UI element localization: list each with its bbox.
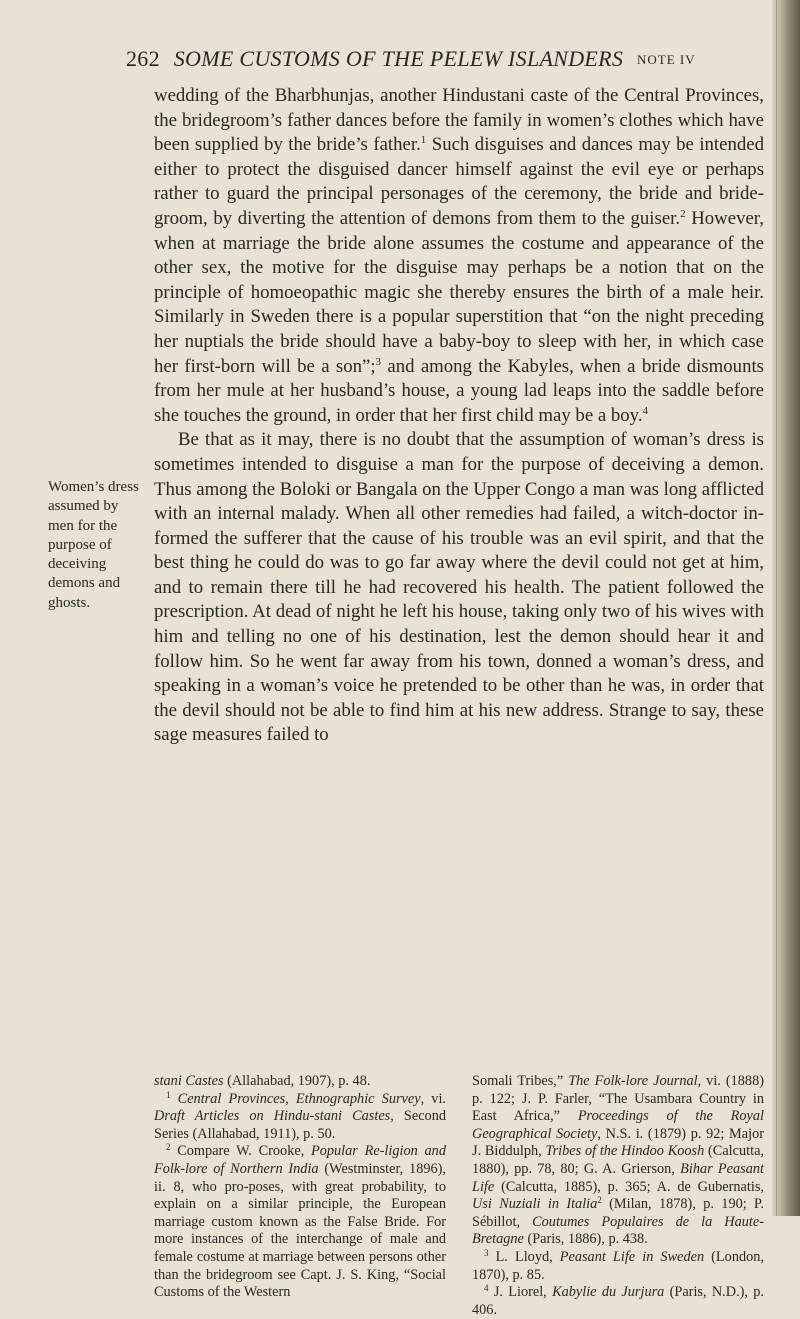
footnote-3 [472,1249,764,1284]
footnote-ref-1: 1 [420,134,427,147]
fn3-text: L. Lloyd, [495,1248,560,1265]
fn-r-text-c: , vi. (1888) p. 122; J. P. Farler, “The Usambara Country in East Africa,” [472,1073,764,1125]
running-title: SOME CUSTOMS OF THE PELEW ISLANDERS [173,46,624,71]
fn-cont-text: (Allahabad, 1907), p. 48. [223,1073,371,1089]
fn1-title: Central Provinces, Ethnographic Survey [177,1090,421,1107]
footnote-2 [154,1143,446,1301]
fn-r-text-i: (Calcutta, 1885), p. 365; A. de Gubernatis, [494,1178,764,1195]
footnote-1 [154,1091,446,1144]
fn4-text: J. Liorel, [493,1284,553,1301]
footnote-4-marker: 4 [484,1283,489,1294]
fn1-text-2: , Second Series (Allahabad, 1911), p. 50. [154,1108,446,1142]
fn2-text: Compare W. Crooke, [177,1143,311,1160]
note-label: NOTE IV [637,52,696,67]
footnote-column-right [472,1073,764,1319]
fn-r-title-f: Tribes of the Hindoo Koosh [545,1143,705,1160]
fn4-title: Kabylie du Jurjura [552,1284,665,1301]
fn1-title-2: Draft Articles on Hindu-stani Castes [154,1108,391,1125]
fn-r-title-h: Bihar Peasant Life [472,1160,764,1195]
fn2-title: Popular Re-ligion and Folk-lore of Northern India [154,1143,446,1177]
page-number: 262 [126,46,160,71]
footnote-4 [472,1284,764,1319]
footnote-ref-4: 4 [642,404,649,417]
paragraph-1 [154,84,764,428]
fn-r-text-a: Somali Tribes,” [472,1073,569,1089]
paragraph-1-text-3: However, when at marriage the bride alone assumes the costume and appearance of the other sex, the motive for the disguise may perhaps be a notion that on the principle of homoeopathic magic she thereby ensures the birth of a male heir. Similarly in Sweden there is a popular superstition that “on the night preceding her nuptials the bride should have a baby-boy to sleep with her, in which case her first-born will be a son”; [154,207,764,377]
fn-r-title-d: Proceedings of the Royal Geographical Society [472,1108,765,1142]
fn2-text-2: (Westminster, 1896), ii. 8, who pro-poses, with great probability, to explain on a similar principle, the European marriage custom known as the False Bride. For more instances of the interchange of male and female costume at marriage between persons other than the bridegroom see Capt. J. S. King, “Social Customs of the Western [154,1160,446,1301]
margin-note: Women’s dress assumed by men for the purpose of deceiving demons and ghosts. [48,479,139,611]
fn-r-edition-marker: 2 [597,1195,602,1206]
fn-r-text-e: , N.S. i. (1879) p. 92; Major J. Biddulph, [472,1125,764,1160]
fn-r-title-b: The Folk-lore Journal [568,1073,698,1089]
fn-r-title-j: Usi Nuziali in Italia [472,1196,598,1213]
fn-r-text-n: (Paris, 1886), p. 438. [523,1231,648,1248]
footnotes [154,1073,764,1319]
fn-r-text-l: (Milan, 1878), p. 190; P. Sébillot, [472,1196,764,1230]
footnote-column-left [154,1073,446,1319]
footnote-1-marker: 1 [166,1089,171,1100]
fn3-title: Peasant Life in Sweden [559,1248,705,1265]
paragraph-1-text-4: and among the Kabyles, when a bride dismounts from her mule at her husband’s house, a young lad leaps into the saddle before she touches the ground, in order that her first child may be a boy. [154,355,764,426]
paragraph-2: Be that as it may, there is no doubt that the assumption of woman’s dress is sometimes intended to disguise a man for the purpose of deceiving a demon. Thus among the Boloki or Bangala on the Upper Congo a man was long afflicted with an internal malady. When all other remedies had failed, a witch-doctor in-formed the sufferer that the cause of his trouble was an evil spirit, and that the best thing he could do was to go far away where the devil could not get at him, and to remain there till he had recovered his health. The patient followed the prescription. At dead of night he left his house, taking only two of his wives with him and telling no one of his destination, lest the demon should hear it and follow him. So he went far away from his town, donned a woman’s dress, and speaking in a woman’s voice he pretended to be other than he was, in order that the devil should not be able to find him at his new address. Strange to say, these sage measures failed to [154,429,764,746]
footnote-3-marker: 3 [484,1247,489,1258]
page-edge-shadow [772,0,800,1216]
footnote-ref-3: 3 [375,355,382,368]
footnote-continuation-right [472,1073,764,1249]
fn1-text: , vi. [420,1090,447,1107]
fn-r-text-g: (Calcutta, 1880), pp. 78, 80; G. A. Grierson, [472,1143,764,1177]
fn-cont-title: stani Castes [154,1073,224,1089]
paragraph-1-text-2: Such disguises and dances may be intended either to protect the disguised dancer himself against the evil eye or perhaps rather to guard the principal personages of the ceremony, the bride and bride-groom, by diverting the attention of demons from them to the guiser. [154,134,764,229]
footnote-continuation-left [154,1073,446,1091]
footnote-2-marker: 2 [166,1142,171,1153]
paragraph-1-text-1: wedding of the Bharbhunjas, another Hindustani caste of the Central Provinces, the bridegroom’s father dances before the family in women’s clothes which have been supplied by the bride’s father. [154,85,764,156]
fn-r-title-m: Coutumes Populaires de la Haute-Bretagne [472,1213,764,1248]
fn3-text-2: (London, 1870), p. 85. [472,1248,764,1283]
running-header [126,46,776,72]
body-text [154,84,764,748]
fn4-text-2: (Paris, N.D.), p. 406. [472,1284,765,1318]
footnote-ref-2: 2 [680,207,686,220]
